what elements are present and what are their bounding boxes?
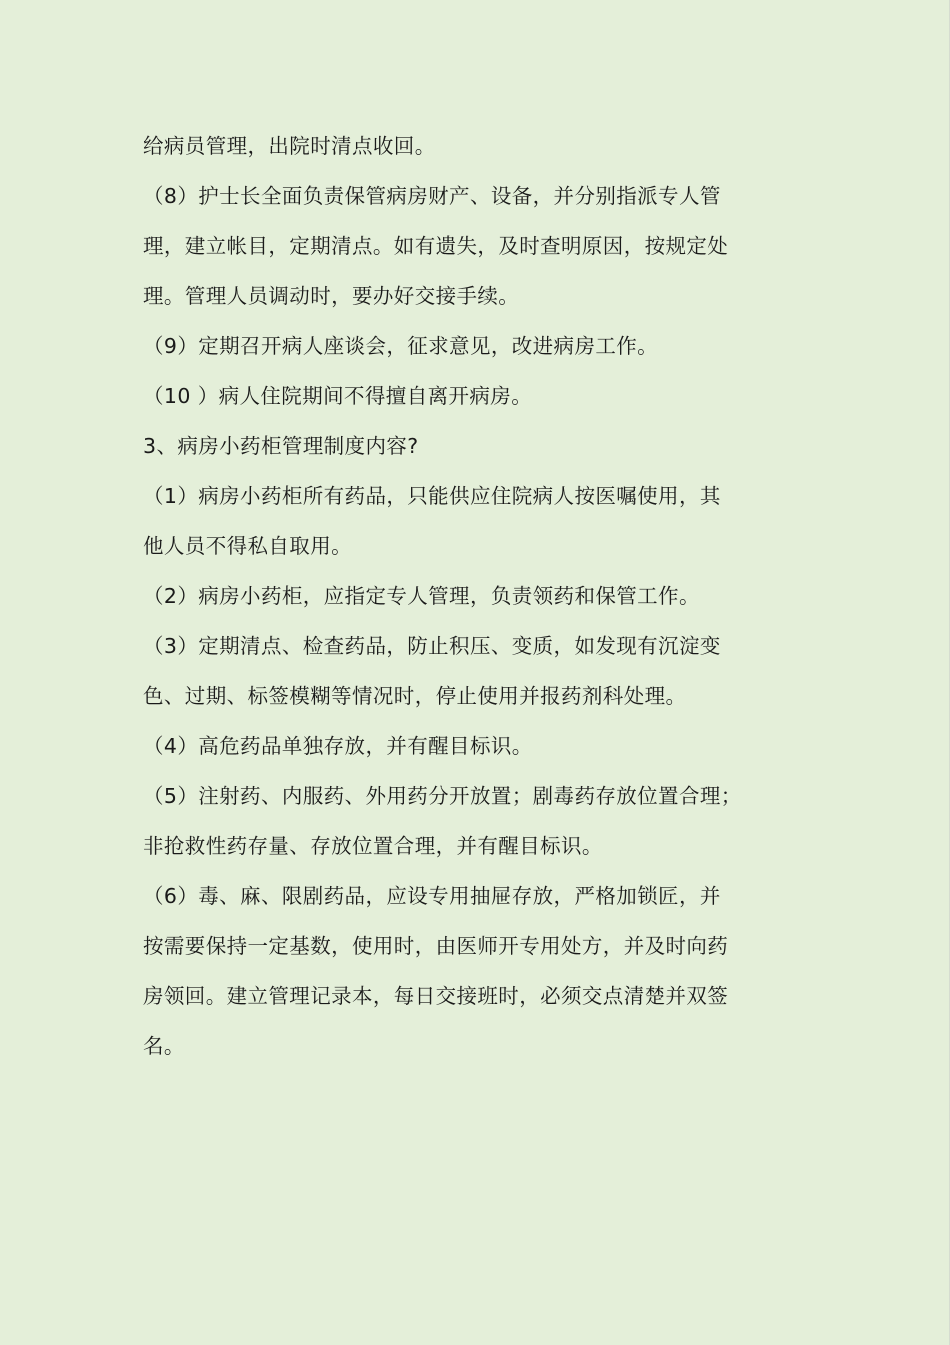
text-line: 他人员不得私自取用。 (143, 534, 352, 558)
text-line: （4）高危药品单独存放，并有醒目标识。 (143, 734, 533, 758)
text-line: 非抢救性药存量、存放位置合理，并有醒目标识。 (143, 834, 603, 858)
text-line: （10 ）病人住院期间不得擅自离开病房。 (143, 384, 533, 408)
document-body (143, 128, 783, 1078)
text-line: 色、过期、标签模糊等情况时，停止使用并报药剂科处理。 (143, 684, 687, 708)
text-line: 名。 (143, 1034, 185, 1058)
section-heading: 3、病房小药柜管理制度内容? (143, 434, 419, 458)
text-line: （2）病房小药柜，应指定专人管理，负责领药和保管工作。 (143, 584, 700, 608)
text-line: （9）定期召开病人座谈会，征求意见，改进病房工作。 (143, 334, 659, 358)
text-line: 给病员管理，出院时清点收回。 (143, 134, 436, 158)
text-line: （6）毒、麻、限剧药品，应设专用抽屉存放，严格加锁匠，并 (143, 884, 721, 908)
text-line: 按需要保持一定基数，使用时，由医师开专用处方，并及时向药 (143, 934, 729, 958)
text-line: 理。管理人员调动时，要办好交接手续。 (143, 284, 520, 308)
text-line: （5）注射药、内服药、外用药分开放置；剧毒药存放位置合理； (143, 784, 742, 808)
text-line: 理，建立帐目，定期清点。如有遗失，及时查明原因，按规定处 (143, 234, 729, 258)
text-line: 房领回。建立管理记录本，每日交接班时，必须交点清楚并双签 (143, 984, 729, 1008)
text-line: （8）护士长全面负责保管病房财产、设备，并分别指派专人管 (143, 184, 721, 208)
text-line: （3）定期清点、检查药品，防止积压、变质，如发现有沉淀变 (143, 634, 721, 658)
text-line: （1）病房小药柜所有药品，只能供应住院病人按医嘱使用，其 (143, 484, 721, 508)
